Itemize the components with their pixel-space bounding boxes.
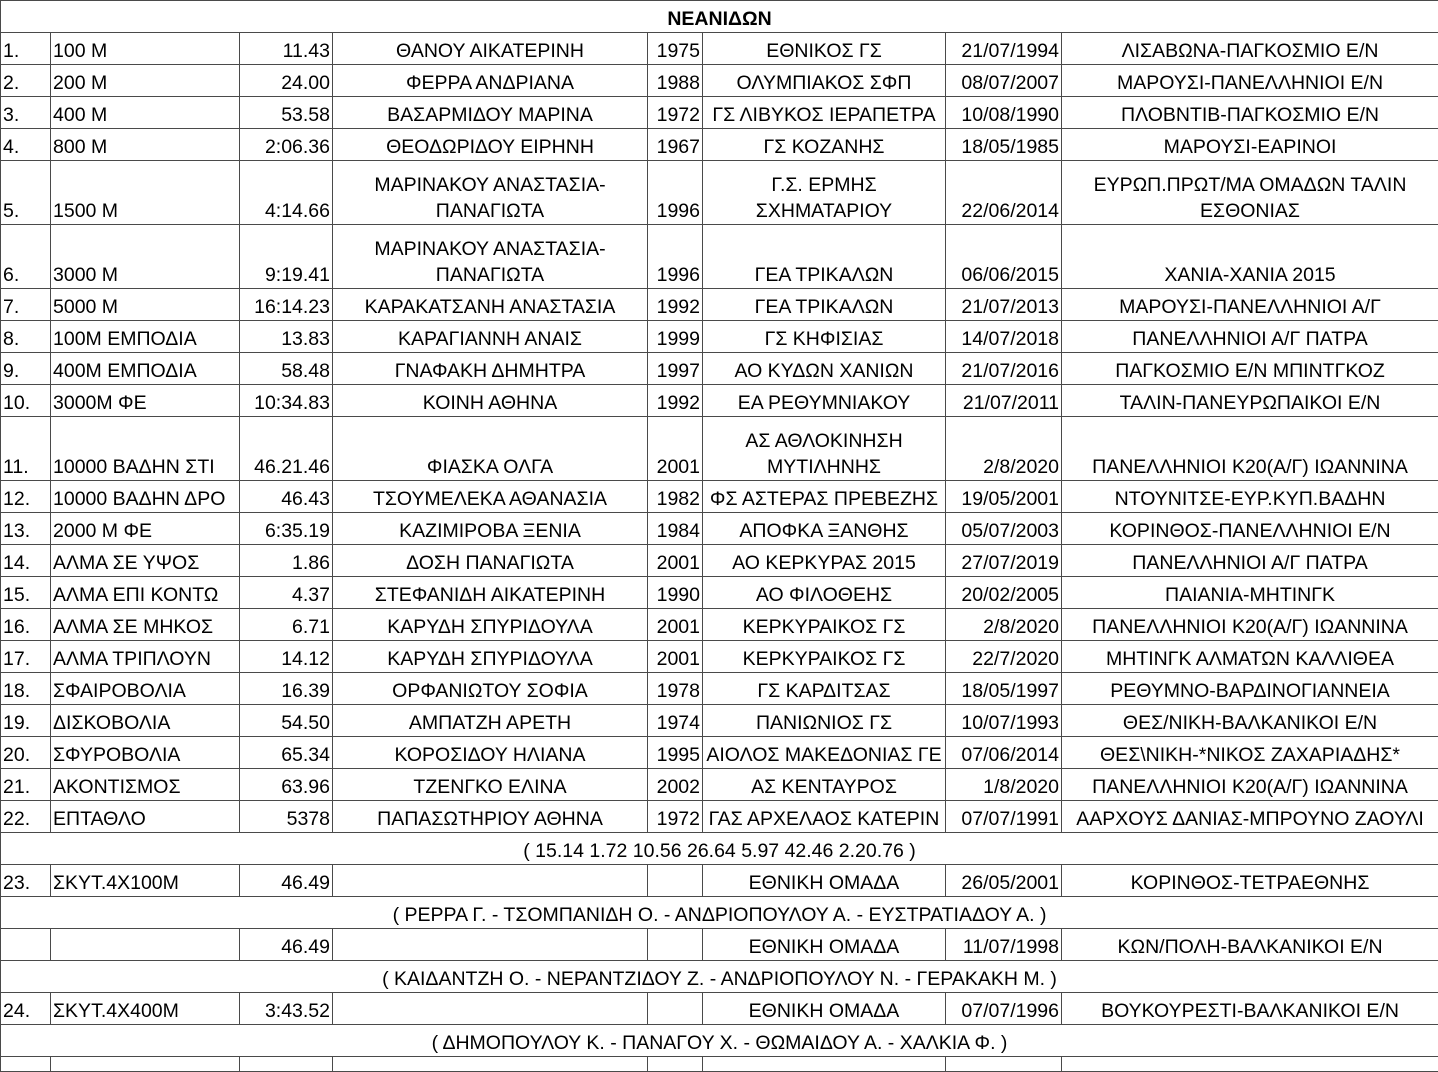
event-cell [51, 929, 240, 961]
venue-cell: ΠΑΓΚΟΣΜΙΟ Ε/Ν ΜΠΙΝΤΓΚΟΖ [1062, 353, 1438, 385]
row-number: 3. [1, 97, 51, 129]
event-cell: 400Μ ΕΜΠΟΔΙΑ [51, 353, 240, 385]
venue-cell: ΚΩΝ/ΠΟΛΗ-ΒΑΛΚΑΝΙΚΟΙ Ε/Ν [1062, 929, 1438, 961]
table-row [1, 321, 1438, 353]
mark-cell: 4:14.66 [240, 161, 333, 225]
mark-cell: 6.71 [240, 609, 333, 641]
year-cell: 1972 [648, 97, 703, 129]
date-cell: 14/07/2018 [946, 321, 1062, 353]
row-number: 22. [1, 801, 51, 833]
event-cell: ΕΠΤΑΘΛΟ [51, 801, 240, 833]
event-cell: ΑΚΟΝΤΙΣΜΟΣ [51, 769, 240, 801]
venue-cell: ΠΑΝΕΛΛΗΝΙΟΙ Α/Γ ΠΑΤΡΑ [1062, 321, 1438, 353]
mark-cell: 6:35.19 [240, 513, 333, 545]
date-cell: 21/07/2016 [946, 353, 1062, 385]
year-cell: 1974 [648, 705, 703, 737]
date-cell: 21/07/2011 [946, 385, 1062, 417]
table-row [1, 33, 1438, 65]
athlete-cell: ΘΑΝΟΥ ΑΙΚΑΤΕΡΙΝΗ [333, 33, 648, 65]
relay-team: ( ΚΑΙΔΑΝΤΖΗ Ο. - ΝΕΡΑΝΤΖΙΔΟΥ Ζ. - ΑΝΔΡΙΟΠΟΥΛΟΥ Ν. - ΓΕΡΑΚΑΚΗ Μ. ) [1, 961, 1438, 993]
row-number [1, 929, 51, 961]
event-cell: 10000 ΒΑΔΗΝ ΔΡΟ [51, 481, 240, 513]
athlete-cell: ΚΑΡΥΔΗ ΣΠΥΡΙΔΟΥΛΑ [333, 641, 648, 673]
row-number: 23. [1, 865, 51, 897]
date-cell: 1/8/2020 [946, 769, 1062, 801]
venue-cell: ΤΑΛΙΝ-ΠΑΝΕΥΡΩΠΑΙΚΟΙ Ε/Ν [1062, 385, 1438, 417]
row-number: 5. [1, 161, 51, 225]
club-cell: ΓΣ ΚΗΦΙΣΙΑΣ [703, 321, 946, 353]
row-number: 7. [1, 289, 51, 321]
table-row [1, 513, 1438, 545]
date-cell: 11/07/1998 [946, 929, 1062, 961]
table-row [1, 289, 1438, 321]
venue-cell: ΜΑΡΟΥΣΙ-ΠΑΝΕΛΛΗΝΙΟΙ Ε/Ν [1062, 65, 1438, 97]
relay-team: ( ΡΕΡΡΑ Γ. - ΤΣΟΜΠΑΝΙΔΗ Ο. - ΑΝΔΡΙΟΠΟΥΛΟΥ Α. - ΕΥΣΤΡΑΤΙΑΔΟΥ Α. ) [1, 897, 1438, 929]
club-cell: ΓΣ ΚΟΖΑΝΗΣ [703, 129, 946, 161]
athlete-cell [333, 929, 648, 961]
mark-cell: 24.00 [240, 65, 333, 97]
note-row [1, 897, 1438, 929]
venue-cell: ΚΟΡΙΝΘΟΣ-ΠΑΝΕΛΛΗΝΙΟΙ Ε/Ν [1062, 513, 1438, 545]
athlete-cell: ΑΜΠΑΤΖΗ ΑΡΕΤΗ [333, 705, 648, 737]
year-cell: 1982 [648, 481, 703, 513]
athlete-cell: ΘΕΟΔΩΡΙΔΟΥ ΕΙΡΗΝΗ [333, 129, 648, 161]
club-cell: ΕΘΝΙΚΗ ΟΜΑΔΑ [703, 993, 946, 1025]
year-cell: 1984 [648, 513, 703, 545]
club-cell: ΓΣ ΚΑΡΔΙΤΣΑΣ [703, 673, 946, 705]
table-row [1, 385, 1438, 417]
event-cell: ΣΚΥΤ.4Χ400Μ [51, 993, 240, 1025]
venue-cell: ΠΑΝΕΛΛΗΝΙΟΙ Κ20(Α/Γ) ΙΩΑΝΝΙΝΑ [1062, 769, 1438, 801]
note-row [1, 1025, 1438, 1057]
date-cell: 27/07/2019 [946, 545, 1062, 577]
athlete-cell: ΚΑΡΑΓΙΑΝΝΗ ΑΝΑΙΣ [333, 321, 648, 353]
mark-cell: 9:19.41 [240, 225, 333, 289]
heptathlon-splits: ( 15.14 1.72 10.56 26.64 5.97 42.46 2.20.76 ) [1, 833, 1438, 865]
table-row [1, 673, 1438, 705]
mark-cell: 11.43 [240, 33, 333, 65]
venue-cell: ΕΥΡΩΠ.ΠΡΩΤ/ΜΑ ΟΜΑΔΩΝ ΤΑΛΙΝ ΕΣΘΟΝΙΑΣ [1062, 161, 1438, 225]
venue-cell: ΠΑΝΕΛΛΗΝΙΟΙ Κ20(Α/Γ) ΙΩΑΝΝΙΝΑ [1062, 417, 1438, 481]
table-row [1, 481, 1438, 513]
athlete-cell [333, 993, 648, 1025]
event-cell: 100Μ ΕΜΠΟΔΙΑ [51, 321, 240, 353]
date-cell: 22/7/2020 [946, 641, 1062, 673]
venue-cell: ΠΑΙΑΝΙΑ-ΜΗΤΙΝΓΚ [1062, 577, 1438, 609]
club-cell: ΚΕΡΚΥΡΑΙΚΟΣ ΓΣ [703, 641, 946, 673]
mark-cell: 5378 [240, 801, 333, 833]
row-number: 8. [1, 321, 51, 353]
event-cell: ΑΛΜΑ ΤΡΙΠΛΟΥΝ [51, 641, 240, 673]
row-number: 2. [1, 65, 51, 97]
row-number: 19. [1, 705, 51, 737]
mark-cell: 46.49 [240, 929, 333, 961]
event-cell: 200 M [51, 65, 240, 97]
date-cell: 07/07/1991 [946, 801, 1062, 833]
athlete-cell: ΣΤΕΦΑΝΙΔΗ ΑΙΚΑΤΕΡΙΝΗ [333, 577, 648, 609]
event-cell: 1500 M [51, 161, 240, 225]
year-cell: 1967 [648, 129, 703, 161]
mark-cell: 3:43.52 [240, 993, 333, 1025]
athlete-cell: ΜΑΡΙΝΑΚΟΥ ΑΝΑΣΤΑΣΙΑ-ΠΑΝΑΓΙΩΤΑ [333, 161, 648, 225]
athlete-cell: ΤΣΟΥΜΕΛΕΚΑ ΑΘΑΝΑΣΙΑ [333, 481, 648, 513]
mark-cell: 13.83 [240, 321, 333, 353]
mark-cell: 54.50 [240, 705, 333, 737]
date-cell: 05/07/2003 [946, 513, 1062, 545]
year-cell: 1975 [648, 33, 703, 65]
athlete-cell: ΓΝΑΦΑΚΗ ΔΗΜΗΤΡΑ [333, 353, 648, 385]
year-cell: 2001 [648, 641, 703, 673]
club-cell: ΑΟ ΚΥΔΩΝ ΧΑΝΙΩΝ [703, 353, 946, 385]
athlete-cell: ΦΙΑΣΚΑ ΟΛΓΑ [333, 417, 648, 481]
venue-cell: ΧΑΝΙΑ-ΧΑΝΙΑ 2015 [1062, 225, 1438, 289]
empty-cell [703, 1057, 946, 1072]
event-cell: ΣΚΥΤ.4Χ100Μ [51, 865, 240, 897]
year-cell: 1992 [648, 289, 703, 321]
mark-cell: 1.86 [240, 545, 333, 577]
club-cell: ΕΘΝΙΚΟΣ ΓΣ [703, 33, 946, 65]
table-row [1, 641, 1438, 673]
title-row [1, 1, 1438, 33]
athlete-cell: ΔΟΣΗ ΠΑΝΑΓΙΩΤΑ [333, 545, 648, 577]
row-number: 15. [1, 577, 51, 609]
date-cell: 08/07/2007 [946, 65, 1062, 97]
venue-cell: ΜΑΡΟΥΣΙ-ΕΑΡΙΝΟΙ [1062, 129, 1438, 161]
empty-cell [240, 1057, 333, 1072]
athlete-cell: ΦΕΡΡΑ ΑΝΔΡΙΑΝΑ [333, 65, 648, 97]
row-number: 12. [1, 481, 51, 513]
mark-cell: 46.43 [240, 481, 333, 513]
mark-cell: 16:14.23 [240, 289, 333, 321]
relay-row [1, 929, 1438, 961]
club-cell: ΑΣ ΚΕΝΤΑΥΡΟΣ [703, 769, 946, 801]
mark-cell: 46.49 [240, 865, 333, 897]
athlete-cell [333, 865, 648, 897]
note-row [1, 833, 1438, 865]
year-cell: 1972 [648, 801, 703, 833]
mark-cell: 10:34.83 [240, 385, 333, 417]
athlete-cell: ΤΖΕΝΓΚΟ ΕΛΙΝΑ [333, 769, 648, 801]
mark-cell: 65.34 [240, 737, 333, 769]
note-row [1, 961, 1438, 993]
mark-cell: 46.21.46 [240, 417, 333, 481]
mark-cell: 16.39 [240, 673, 333, 705]
venue-cell: ΜΗΤΙΝΓΚ ΑΛΜΑΤΩΝ ΚΑΛΛΙΘΕΑ [1062, 641, 1438, 673]
date-cell: 07/06/2014 [946, 737, 1062, 769]
date-cell: 22/06/2014 [946, 161, 1062, 225]
row-number: 6. [1, 225, 51, 289]
venue-cell: ΑΑΡΧΟΥΣ ΔΑΝΙΑΣ-ΜΠΡΟΥΝΟ ΖΑΟΥΛΙ [1062, 801, 1438, 833]
athlete-cell: ΚΑΡΑΚΑΤΣΑΝΗ ΑΝΑΣΤΑΣΙΑ [333, 289, 648, 321]
year-cell [648, 865, 703, 897]
event-cell: ΑΛΜΑ ΣΕ ΜΗΚΟΣ [51, 609, 240, 641]
row-number: 13. [1, 513, 51, 545]
event-cell: ΣΦΑΙΡΟΒΟΛΙΑ [51, 673, 240, 705]
year-cell: 1992 [648, 385, 703, 417]
club-cell: ΕΘΝΙΚΗ ΟΜΑΔΑ [703, 865, 946, 897]
mark-cell: 14.12 [240, 641, 333, 673]
row-number: 17. [1, 641, 51, 673]
table-row [1, 225, 1438, 289]
venue-cell: ΘΕΣ/ΝΙΚΗ-ΒΑΛΚΑΝΙΚΟΙ Ε/Ν [1062, 705, 1438, 737]
club-cell: ΕΑ ΡΕΘΥΜΝΙΑΚΟΥ [703, 385, 946, 417]
date-cell: 06/06/2015 [946, 225, 1062, 289]
row-number: 4. [1, 129, 51, 161]
club-cell: Γ.Σ. ΕΡΜΗΣ ΣΧΗΜΑΤΑΡΙΟΥ [703, 161, 946, 225]
table-title: ΝΕΑΝΙΔΩΝ [1, 1, 1438, 33]
empty-cell [333, 1057, 648, 1072]
row-number: 18. [1, 673, 51, 705]
club-cell: ΓΕΑ ΤΡΙΚΑΛΩΝ [703, 225, 946, 289]
club-cell: ΑΟ ΦΙΛΟΘΕΗΣ [703, 577, 946, 609]
venue-cell: ΝΤΟΥΝΙΤΣΕ-ΕΥΡ.ΚΥΠ.ΒΑΔΗΝ [1062, 481, 1438, 513]
event-cell: ΣΦΥΡΟΒΟΛΙΑ [51, 737, 240, 769]
athlete-cell: ΚΟΙΝΗ ΑΘΗΝΑ [333, 385, 648, 417]
club-cell: ΦΣ ΑΣΤΕΡΑΣ ΠΡΕΒΕΖΗΣ [703, 481, 946, 513]
venue-cell: ΚΟΡΙΝΘΟΣ-ΤΕΤΡΑΕΘΝΗΣ [1062, 865, 1438, 897]
event-cell: 400 M [51, 97, 240, 129]
venue-cell: ΠΑΝΕΛΛΗΝΙΟΙ Κ20(Α/Γ) ΙΩΑΝΝΙΝΑ [1062, 609, 1438, 641]
event-cell: 10000 ΒΑΔΗΝ ΣΤΙ [51, 417, 240, 481]
year-cell: 1996 [648, 225, 703, 289]
event-cell: ΔΙΣΚΟΒΟΛΙΑ [51, 705, 240, 737]
year-cell: 1996 [648, 161, 703, 225]
venue-cell: ΡΕΘΥΜΝΟ-ΒΑΡΔΙΝΟΓΙΑΝΝΕΙΑ [1062, 673, 1438, 705]
mark-cell: 4.37 [240, 577, 333, 609]
club-cell: ΓΑΣ ΑΡΧΕΛΑΟΣ ΚΑΤΕΡΙΝ [703, 801, 946, 833]
venue-cell: ΒΟΥΚΟΥΡΕΣΤΙ-ΒΑΛΚΑΝΙΚΟΙ Ε/Ν [1062, 993, 1438, 1025]
mark-cell: 58.48 [240, 353, 333, 385]
table-row [1, 1057, 1438, 1072]
row-number: 24. [1, 993, 51, 1025]
row-number: 16. [1, 609, 51, 641]
relay-team: ( ΔΗΜΟΠΟΥΛΟΥ Κ. - ΠΑΝΑΓΟΥ Χ. - ΘΩΜΑΙΔΟΥ Α. - ΧΑΛΚΙΑ Φ. ) [1, 1025, 1438, 1057]
table-row [1, 545, 1438, 577]
date-cell: 2/8/2020 [946, 609, 1062, 641]
year-cell: 1997 [648, 353, 703, 385]
club-cell: ΓΕΑ ΤΡΙΚΑΛΩΝ [703, 289, 946, 321]
mark-cell: 53.58 [240, 97, 333, 129]
year-cell: 1988 [648, 65, 703, 97]
venue-cell: ΛΙΣΑΒΩΝΑ-ΠΑΓΚΟΣΜΙΟ Ε/Ν [1062, 33, 1438, 65]
date-cell: 18/05/1985 [946, 129, 1062, 161]
table-row [1, 737, 1438, 769]
table-row [1, 417, 1438, 481]
table-row [1, 97, 1438, 129]
venue-cell: ΘΕΣ\ΝΙΚΗ-*ΝΙΚΟΣ ΖΑΧΑΡΙΑΔΗΣ* [1062, 737, 1438, 769]
table-row [1, 577, 1438, 609]
year-cell: 1978 [648, 673, 703, 705]
mark-cell: 2:06.36 [240, 129, 333, 161]
year-cell [648, 993, 703, 1025]
club-cell: ΠΑΝΙΩΝΙΟΣ ΓΣ [703, 705, 946, 737]
event-cell: 100 M [51, 33, 240, 65]
date-cell: 18/05/1997 [946, 673, 1062, 705]
row-number: 14. [1, 545, 51, 577]
table-row [1, 129, 1438, 161]
table-row [1, 353, 1438, 385]
venue-cell: ΠΛΟΒΝΤΙΒ-ΠΑΓΚΟΣΜΙΟ Ε/Ν [1062, 97, 1438, 129]
club-cell: ΑΟ ΚΕΡΚΥΡΑΣ 2015 [703, 545, 946, 577]
event-cell: 3000 M [51, 225, 240, 289]
year-cell: 2002 [648, 769, 703, 801]
club-cell: ΓΣ ΛΙΒΥΚΟΣ ΙΕΡΑΠΕΤΡΑ [703, 97, 946, 129]
date-cell: 20/02/2005 [946, 577, 1062, 609]
row-number: 11. [1, 417, 51, 481]
year-cell: 1999 [648, 321, 703, 353]
date-cell: 26/05/2001 [946, 865, 1062, 897]
venue-cell: ΠΑΝΕΛΛΗΝΙΟΙ Α/Γ ΠΑΤΡΑ [1062, 545, 1438, 577]
club-cell: ΚΕΡΚΥΡΑΙΚΟΣ ΓΣ [703, 609, 946, 641]
event-cell: 800 M [51, 129, 240, 161]
athlete-cell: ΟΡΦΑΝΙΩΤΟΥ ΣΟΦΙΑ [333, 673, 648, 705]
row-number: 20. [1, 737, 51, 769]
athlete-cell: ΚΑΖΙΜΙΡΟΒΑ ΞΕΝΙΑ [333, 513, 648, 545]
event-cell: 5000 M [51, 289, 240, 321]
table-row [1, 705, 1438, 737]
athlete-cell: ΜΑΡΙΝΑΚΟΥ ΑΝΑΣΤΑΣΙΑ-ΠΑΝΑΓΙΩΤΑ [333, 225, 648, 289]
year-cell: 1990 [648, 577, 703, 609]
date-cell: 07/07/1996 [946, 993, 1062, 1025]
table-row [1, 65, 1438, 97]
athlete-cell: ΒΑΣΑΡΜΙΔΟΥ ΜΑΡΙΝΑ [333, 97, 648, 129]
relay-row [1, 865, 1438, 897]
event-cell: 3000Μ ΦΕ [51, 385, 240, 417]
athlete-cell: ΚΟΡΟΣΙΔΟΥ ΗΛΙΑΝΑ [333, 737, 648, 769]
club-cell: ΕΘΝΙΚΗ ΟΜΑΔΑ [703, 929, 946, 961]
table-row [1, 161, 1438, 225]
club-cell: ΑΠΟΦΚΑ ΞΑΝΘΗΣ [703, 513, 946, 545]
date-cell: 10/07/1993 [946, 705, 1062, 737]
mark-cell: 63.96 [240, 769, 333, 801]
empty-cell [648, 1057, 703, 1072]
athlete-cell: ΠΑΠΑΣΩΤΗΡΙΟΥ ΑΘΗΝΑ [333, 801, 648, 833]
empty-cell [946, 1057, 1062, 1072]
date-cell: 19/05/2001 [946, 481, 1062, 513]
event-cell: ΑΛΜΑ ΣΕ ΥΨΟΣ [51, 545, 240, 577]
table-row [1, 801, 1438, 833]
empty-cell [51, 1057, 240, 1072]
empty-cell [1062, 1057, 1438, 1072]
row-number: 10. [1, 385, 51, 417]
relay-row [1, 993, 1438, 1025]
year-cell: 2001 [648, 417, 703, 481]
club-cell: ΑΣ ΑΘΛΟΚΙΝΗΣΗ ΜΥΤΙΛΗΝΗΣ [703, 417, 946, 481]
event-cell: 2000 Μ ΦΕ [51, 513, 240, 545]
event-cell: ΑΛΜΑ ΕΠΙ ΚΟΝΤΩ [51, 577, 240, 609]
empty-cell [1, 1057, 51, 1072]
row-number: 21. [1, 769, 51, 801]
year-cell: 1995 [648, 737, 703, 769]
year-cell: 2001 [648, 545, 703, 577]
table-row [1, 609, 1438, 641]
year-cell: 2001 [648, 609, 703, 641]
row-number: 9. [1, 353, 51, 385]
row-number: 1. [1, 33, 51, 65]
table-row [1, 769, 1438, 801]
club-cell: ΑΙΟΛΟΣ ΜΑΚΕΔΟΝΙΑΣ ΓΕ [703, 737, 946, 769]
date-cell: 21/07/2013 [946, 289, 1062, 321]
date-cell: 2/8/2020 [946, 417, 1062, 481]
date-cell: 10/08/1990 [946, 97, 1062, 129]
club-cell: ΟΛΥΜΠΙΑΚΟΣ ΣΦΠ [703, 65, 946, 97]
year-cell [648, 929, 703, 961]
venue-cell: ΜΑΡΟΥΣΙ-ΠΑΝΕΛΛΗΝΙΟΙ Α/Γ [1062, 289, 1438, 321]
date-cell: 21/07/1994 [946, 33, 1062, 65]
athlete-cell: ΚΑΡΥΔΗ ΣΠΥΡΙΔΟΥΛΑ [333, 609, 648, 641]
